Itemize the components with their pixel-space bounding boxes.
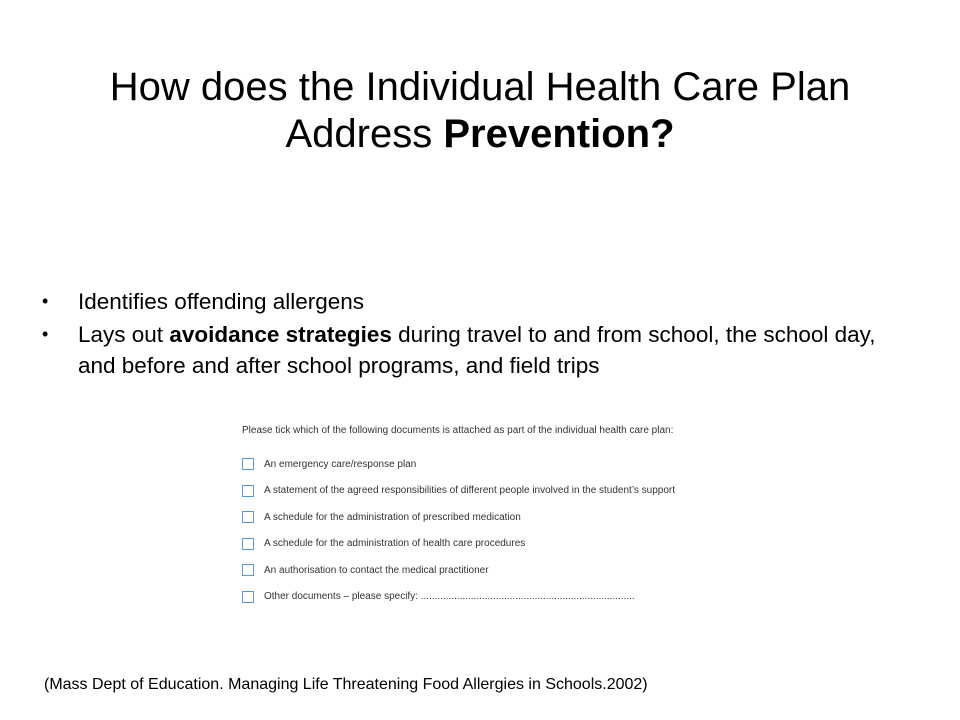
document-checklist xyxy=(242,424,762,610)
checklist-item-label: Other documents – please specify: ............................................................................. xyxy=(264,591,635,603)
bullet-list xyxy=(40,286,900,383)
checkbox[interactable] xyxy=(242,564,254,576)
slide-title xyxy=(40,64,920,158)
checklist-item-label: A schedule for the administration of prescribed medication xyxy=(264,511,521,523)
checklist-item-label: A statement of the agreed responsibilities of different people involved in the student’s support xyxy=(264,485,676,497)
checklist-item-label: An authorisation to contact the medical practitioner xyxy=(264,564,489,576)
bullet-text-emphasis: avoidance strategies xyxy=(169,322,392,347)
title-line-2-emphasis: Prevention? xyxy=(443,112,675,156)
bullet-text: Identifies offending allergens xyxy=(78,289,365,314)
checklist-item-label: An emergency care/response plan xyxy=(264,458,417,470)
bullet-dot: • xyxy=(42,291,49,311)
citation: (Mass Dept of Education. Managing Life Threatening Food Allergies in Schools.2002) xyxy=(44,676,648,693)
checklist-row xyxy=(242,557,762,584)
checkbox[interactable] xyxy=(242,458,254,470)
checkbox[interactable] xyxy=(242,485,254,497)
bullet-item-avoidance xyxy=(40,319,900,381)
checklist-item-label: A schedule for the administration of health care procedures xyxy=(264,538,526,550)
title-line-1: How does the Individual Health Care Plan xyxy=(109,65,851,109)
checklist-row xyxy=(242,451,762,478)
title-line-2-prefix: Address xyxy=(285,112,444,156)
checklist-row xyxy=(242,478,762,505)
bullet-text-rest: during travel to and from school, the school day, and before and after school programs, and field trips xyxy=(78,322,876,378)
checkbox[interactable] xyxy=(242,591,254,603)
bullet-dot: • xyxy=(42,324,49,344)
bullet-item-allergens xyxy=(40,286,900,317)
bullet-text-prefix: Lays out xyxy=(78,322,170,347)
checklist-row xyxy=(242,531,762,558)
checklist-row xyxy=(242,504,762,531)
checklist-prompt: Please tick which of the following documents is attached as part of the individual health care plan: xyxy=(242,425,674,436)
checkbox[interactable] xyxy=(242,538,254,550)
checklist-row xyxy=(242,584,762,611)
checkbox[interactable] xyxy=(242,511,254,523)
